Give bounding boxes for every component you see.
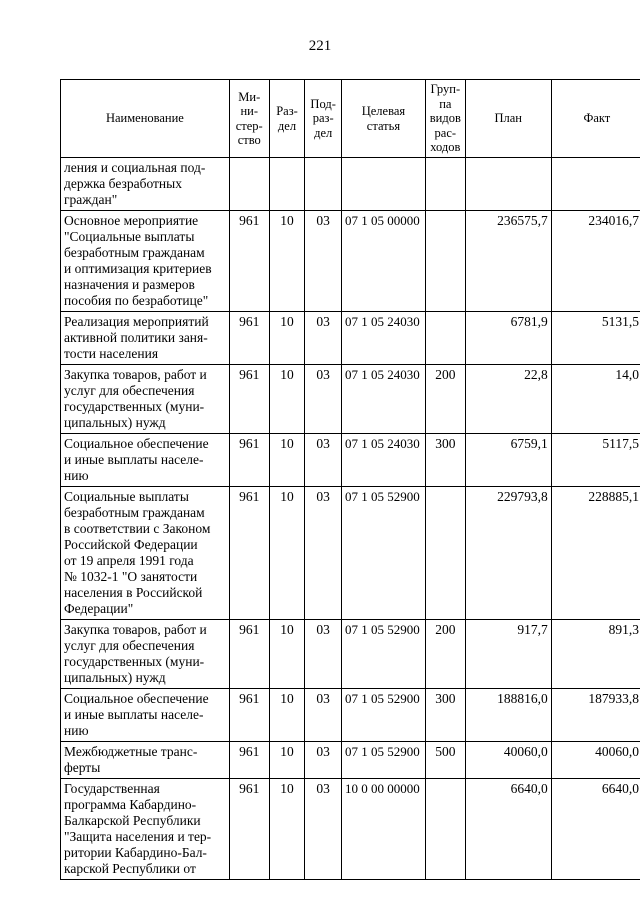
cell-name: Социальное обеспечение и иные выплаты населе- нию <box>61 689 230 742</box>
cell-plan: 40060,0 <box>465 742 551 779</box>
cell-expense-group <box>425 158 465 211</box>
cell-fact: 14,0 <box>551 365 640 434</box>
cell-ministry: 961 <box>229 620 269 689</box>
cell-expense-group: 300 <box>425 434 465 487</box>
column-header-section: Раз- дел <box>269 80 305 158</box>
cell-name: Социальные выплаты безработным гражданам в соответствии с Законом Российской Федерации от 19 апреля 1991 года № 1032-1 "О занятости населения в Российской Федерации" <box>61 487 230 620</box>
table-row <box>61 779 640 880</box>
cell-plan: 6781,9 <box>465 312 551 365</box>
cell-section: 10 <box>269 689 305 742</box>
cell-name: Социальное обеспечение и иные выплаты населе- нию <box>61 434 230 487</box>
column-header-target-article: Целевая статья <box>342 80 426 158</box>
cell-target-article: 07 1 05 00000 <box>342 211 426 312</box>
cell-fact: 891,3 <box>551 620 640 689</box>
cell-subsection: 03 <box>305 312 342 365</box>
cell-ministry: 961 <box>229 487 269 620</box>
cell-section: 10 <box>269 742 305 779</box>
cell-plan: 6759,1 <box>465 434 551 487</box>
cell-fact: 5131,5 <box>551 312 640 365</box>
cell-section: 10 <box>269 211 305 312</box>
cell-subsection: 03 <box>305 434 342 487</box>
cell-fact: 228885,1 <box>551 487 640 620</box>
cell-target-article: 10 0 00 00000 <box>342 779 426 880</box>
column-header-plan: План <box>465 80 551 158</box>
cell-name: Закупка товаров, работ и услуг для обеспечения государственных (муни- ципальных) нужд <box>61 620 230 689</box>
cell-plan: 917,7 <box>465 620 551 689</box>
cell-expense-group <box>425 779 465 880</box>
cell-plan: 229793,8 <box>465 487 551 620</box>
cell-expense-group: 500 <box>425 742 465 779</box>
cell-target-article: 07 1 05 52900 <box>342 487 426 620</box>
cell-expense-group: 300 <box>425 689 465 742</box>
cell-plan: 22,8 <box>465 365 551 434</box>
cell-fact: 6640,0 <box>551 779 640 880</box>
cell-target-article: 07 1 05 52900 <box>342 620 426 689</box>
cell-name: Основное мероприятие "Социальные выплаты безработным гражданам и оптимизация критериев назначения и размеров пособия по безработице" <box>61 211 230 312</box>
cell-target-article: 07 1 05 24030 <box>342 434 426 487</box>
cell-subsection <box>305 158 342 211</box>
cell-ministry: 961 <box>229 742 269 779</box>
cell-plan: 236575,7 <box>465 211 551 312</box>
cell-expense-group: 200 <box>425 620 465 689</box>
cell-subsection: 03 <box>305 365 342 434</box>
cell-ministry: 961 <box>229 779 269 880</box>
cell-expense-group <box>425 211 465 312</box>
table-row <box>61 434 640 487</box>
cell-expense-group <box>425 312 465 365</box>
column-header-ministry: Ми- ни- стер- ство <box>229 80 269 158</box>
cell-subsection: 03 <box>305 487 342 620</box>
column-header-fact: Факт <box>551 80 640 158</box>
column-header-subsection: Под- раз- дел <box>305 80 342 158</box>
cell-ministry: 961 <box>229 689 269 742</box>
cell-ministry <box>229 158 269 211</box>
cell-fact <box>551 158 640 211</box>
column-header-expense-group: Груп- па видов рас- ходов <box>425 80 465 158</box>
cell-section: 10 <box>269 487 305 620</box>
table-row <box>61 620 640 689</box>
table-row <box>61 312 640 365</box>
cell-ministry: 961 <box>229 312 269 365</box>
cell-expense-group <box>425 487 465 620</box>
cell-plan: 188816,0 <box>465 689 551 742</box>
cell-target-article: 07 1 05 52900 <box>342 742 426 779</box>
cell-plan: 6640,0 <box>465 779 551 880</box>
cell-target-article: 07 1 05 52900 <box>342 689 426 742</box>
cell-name: ления и социальная под- держка безработных граждан" <box>61 158 230 211</box>
cell-section: 10 <box>269 620 305 689</box>
table-row <box>61 365 640 434</box>
cell-fact: 5117,5 <box>551 434 640 487</box>
cell-section: 10 <box>269 312 305 365</box>
budget-table <box>60 79 640 880</box>
cell-target-article: 07 1 05 24030 <box>342 312 426 365</box>
table-row <box>61 211 640 312</box>
cell-target-article <box>342 158 426 211</box>
table-row <box>61 689 640 742</box>
cell-name: Государственная программа Кабардино- Балкарской Республики "Защита населения и тер- ритории Кабардино-Бал- карской Республики от <box>61 779 230 880</box>
cell-subsection: 03 <box>305 620 342 689</box>
cell-section: 10 <box>269 779 305 880</box>
cell-section: 10 <box>269 434 305 487</box>
cell-fact: 187933,8 <box>551 689 640 742</box>
table-header-row <box>61 80 640 158</box>
cell-section <box>269 158 305 211</box>
cell-name: Реализация мероприятий активной политики заня- тости населения <box>61 312 230 365</box>
table-row <box>61 742 640 779</box>
cell-subsection: 03 <box>305 779 342 880</box>
cell-ministry: 961 <box>229 434 269 487</box>
cell-name: Закупка товаров, работ и услуг для обеспечения государственных (муни- ципальных) нужд <box>61 365 230 434</box>
cell-plan <box>465 158 551 211</box>
cell-fact: 40060,0 <box>551 742 640 779</box>
cell-subsection: 03 <box>305 742 342 779</box>
cell-subsection: 03 <box>305 689 342 742</box>
table-row <box>61 158 640 211</box>
page-number: 221 <box>308 38 332 54</box>
cell-expense-group: 200 <box>425 365 465 434</box>
cell-ministry: 961 <box>229 211 269 312</box>
cell-subsection: 03 <box>305 211 342 312</box>
cell-section: 10 <box>269 365 305 434</box>
cell-ministry: 961 <box>229 365 269 434</box>
cell-target-article: 07 1 05 24030 <box>342 365 426 434</box>
cell-name: Межбюджетные транс- ферты <box>61 742 230 779</box>
column-header-name: Наименование <box>61 80 230 158</box>
cell-fact: 234016,7 <box>551 211 640 312</box>
table-row <box>61 487 640 620</box>
